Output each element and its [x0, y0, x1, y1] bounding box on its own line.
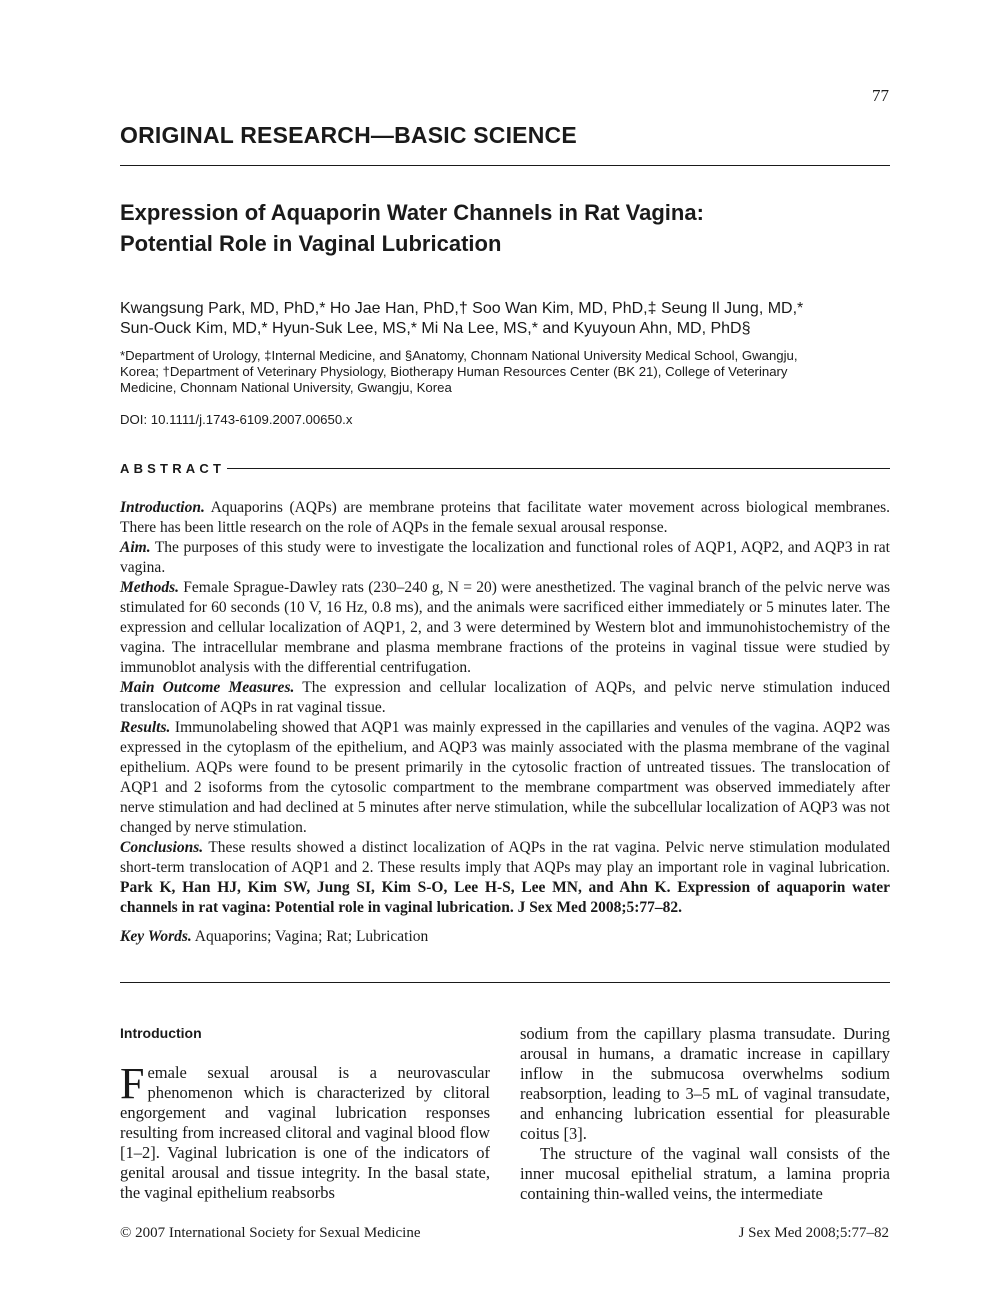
drop-cap: F [120, 1059, 145, 1108]
affiliation-line-1: *Department of Urology, ‡Internal Medicine, and §Anatomy, Chonnam National University Medical School, Gwangju, [120, 348, 798, 363]
intro-paragraph-2: The structure of the vaginal wall consists of the inner mucosal epithelial stratum, a lamina propria containing thin-walled veins, the intermediate [520, 1144, 890, 1203]
abstract-outcome [120, 678, 890, 718]
abstract-aim-label: Aim. [120, 539, 151, 556]
author-list [120, 299, 803, 339]
copyright-footer: © 2007 International Society for Sexual Medicine [120, 1225, 421, 1241]
key-words-text: Aquaporins; Vagina; Rat; Lubrication [194, 928, 429, 945]
abstract-end-divider [120, 982, 890, 983]
page-number: 77 [872, 86, 889, 105]
affiliation-line-2: Korea; †Department of Veterinary Physiology, Biotherapy Human Resources Center (BK 21), College of Veterinary [120, 364, 788, 379]
affiliations [120, 348, 798, 396]
section-label: ORIGINAL RESEARCH—BASIC SCIENCE [120, 122, 577, 148]
abstract-results-text: Immunolabeling showed that AQP1 was mainly expressed in the capillaries and venules of the vagina. AQP2 was expressed in the cytoplasm of the epithelium, and AQP3 was mainly associated with the plasma membrane of the vaginal epithelium. AQPs were found to be present primarily in the cytosolic fraction of untreated tissues. The translocation of AQP1 and 2 isoforms from the cytosolic compartment to the membrane compartment was observed immediately after nerve stimulation and had declined at 5 minutes after nerve stimulation, while the subcellular localization of AQP3 was not changed by nerve stimulation. [120, 719, 890, 836]
body-column-left [120, 1059, 490, 1203]
abstract-intro-text: Aquaporins (AQPs) are membrane proteins that facilitate water movement across biological membranes. There has been little research on the role of AQPs in the female sexual arousal response. [120, 499, 890, 536]
intro-paragraph-1 [120, 1059, 490, 1203]
affiliation-line-3: Medicine, Chonnam National University, Gwangju, Korea [120, 380, 452, 395]
authors-line-2: Sun-Ouck Kim, MD,* Hyun-Suk Lee, MS,* Mi Na Lee, MS,* and Kyuyoun Ahn, MD, PhD§ [120, 320, 751, 337]
article-title [120, 197, 704, 259]
body-column-right [520, 1024, 890, 1204]
title-line-1: Expression of Aquaporin Water Channels in Rat Vagina: [120, 200, 704, 225]
intro-paragraph-1-continued: sodium from the capillary plasma transudate. During arousal in humans, a dramatic increase in capillary inflow in the submucosa overwhelms sodium reabsorption, leading to 3–5 mL of vaginal transudate, and enhancing lubrication essential for pleasurable coitus [3]. [520, 1024, 890, 1143]
abstract-aim [120, 538, 890, 578]
abstract-conclusions [120, 838, 890, 918]
doi-link[interactable]: DOI: 10.1111/j.1743-6109.2007.00650.x [120, 412, 353, 427]
top-divider [120, 165, 890, 166]
abstract-heading-rule [227, 468, 890, 469]
abstract-aim-text: The purposes of this study were to investigate the localization and functional roles of AQP1, AQP2, and AQP3 in rat vagina. [120, 539, 890, 576]
abstract-introduction [120, 498, 890, 538]
abstract-conclusions-label: Conclusions. [120, 839, 204, 856]
abstract-citation: Park K, Han HJ, Kim SW, Jung SI, Kim S-O, Lee H-S, Lee MN, and Ahn K. Expression of aquaporin water channels in rat vagina: Potential role in vaginal lubrication. J Sex Med 2008;5:77–82. [120, 879, 890, 916]
abstract-methods [120, 578, 890, 678]
abstract-outcome-text: The expression and cellular localization of AQPs, and pelvic nerve stimulation induced translocation of AQPs in rat vaginal tissue. [120, 679, 891, 716]
abstract-outcome-label: Main Outcome Measures. [120, 679, 295, 696]
key-words-label: Key Words. [120, 928, 192, 945]
abstract-methods-text: Female Sprague-Dawley rats (230–240 g, N = 20) were anesthetized. The vaginal branch of the pelvic nerve was stimulated for 60 seconds (10 V, 16 Hz, 0.8 ms), and the animals were sacrificed either immediately or 5 minutes later. The expression and cellular localization of AQP1, 2, and 3 were determined by Western blot and immunohistochemistry of the vagina. The intracellular membrane and plasma membrane fractions of the proteins in vaginal tissue were studied by immunoblot analysis with the differential centrifugation. [120, 579, 890, 676]
abstract-heading [120, 461, 890, 476]
intro-paragraph-1-text: emale sexual arousal is a neurovascular phenomenon which is characterized by clitoral engorgement and vaginal lubrication responses resulting from increased clitoral and vaginal blood flow [1–2]. Vaginal lubrication is one of the indicators of genital arousal and tissue integrity. In the basal state, the vaginal epithelium reabsorbs [120, 1063, 490, 1202]
authors-line-1: Kwangsung Park, MD, PhD,* Ho Jae Han, PhD,† Soo Wan Kim, MD, PhD,‡ Seung Il Jung, MD,* [120, 300, 804, 317]
abstract-methods-label: Methods. [120, 579, 179, 596]
abstract-results-label: Results. [120, 719, 171, 736]
abstract-heading-label: ABSTRACT [120, 461, 226, 476]
introduction-heading: Introduction [120, 1025, 202, 1041]
abstract-intro-label: Introduction. [120, 499, 205, 516]
key-words [120, 928, 428, 946]
abstract-body [120, 498, 890, 918]
title-line-2: Potential Role in Vaginal Lubrication [120, 231, 502, 256]
journal-citation-footer: J Sex Med 2008;5:77–82 [738, 1225, 889, 1241]
abstract-conclusions-text: These results showed a distinct localization of AQPs in the rat vagina. Pelvic nerve stimulation modulated short-term translocation of AQP1 and 2. These results imply that AQPs may play an important role in vaginal lubrication. [120, 839, 890, 876]
abstract-results [120, 718, 890, 838]
